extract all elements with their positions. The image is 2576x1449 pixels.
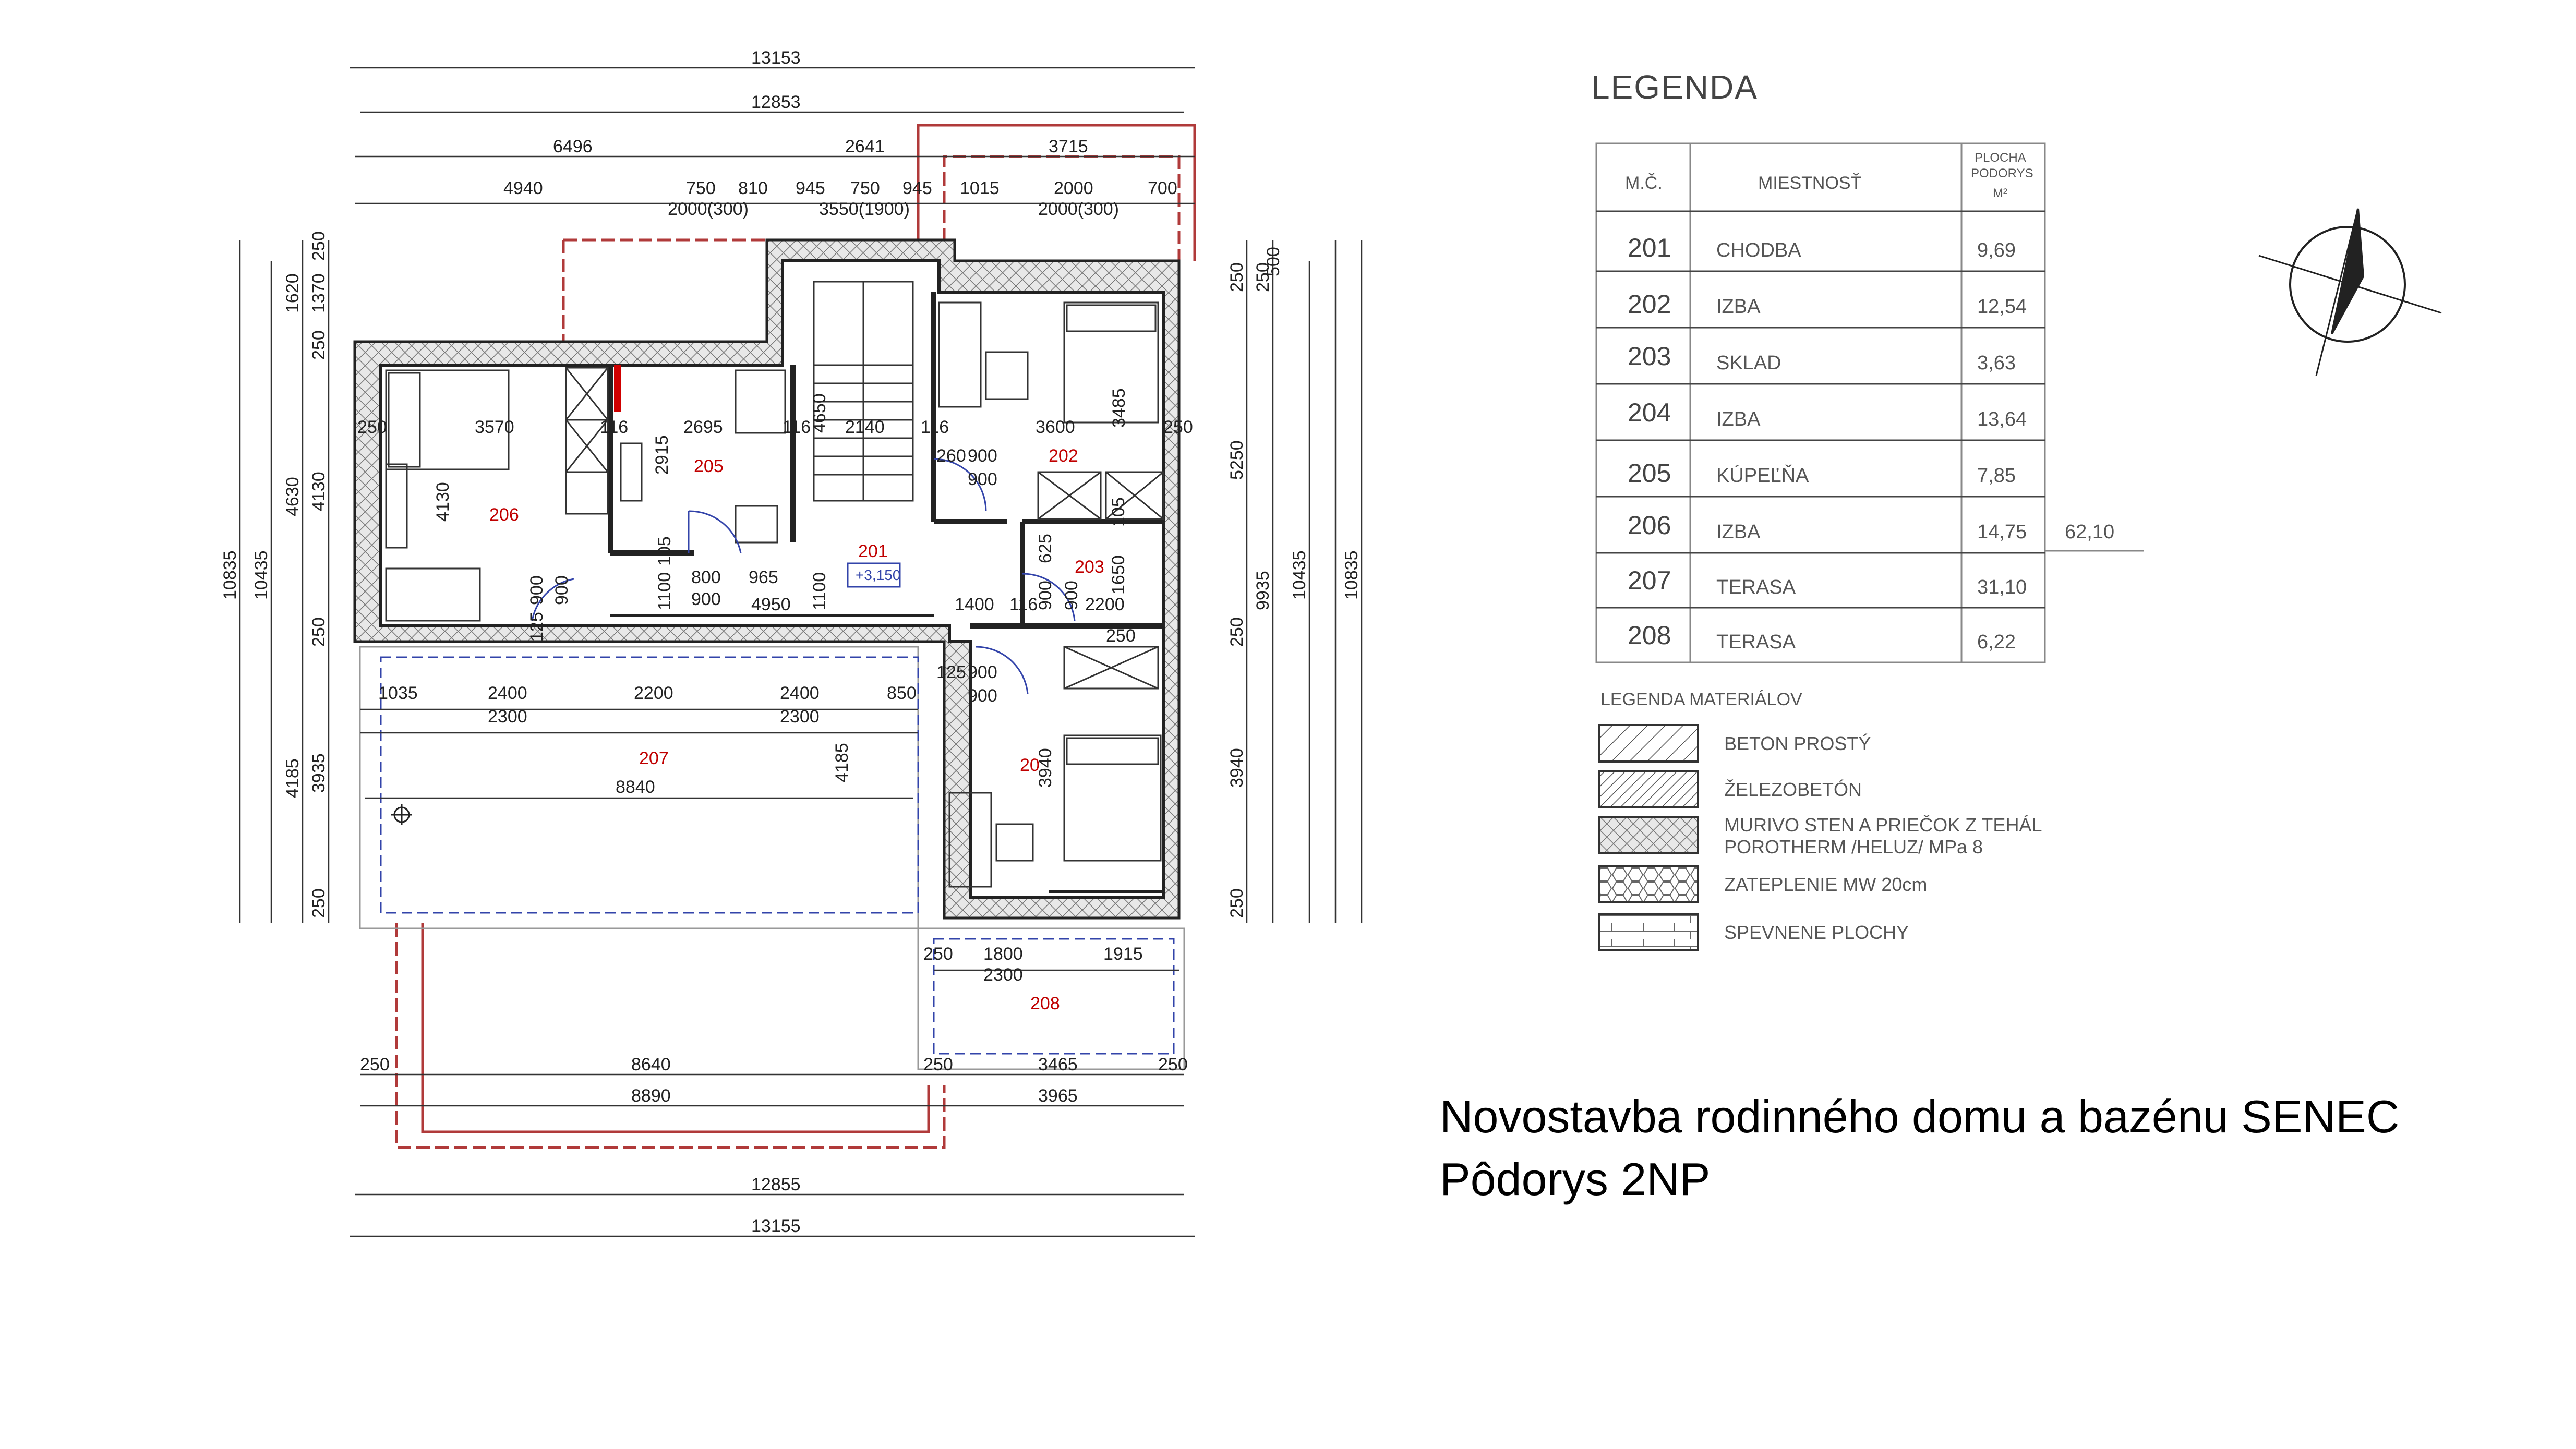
dim-left-d: 250 — [309, 231, 329, 261]
dim-t-2400a: 2400 — [488, 683, 527, 703]
legend-table — [1596, 143, 2144, 662]
dim-right-d: 5250 — [1227, 440, 1247, 480]
dim-965: 965 — [749, 567, 778, 587]
dim-right-e: 250 — [1227, 617, 1247, 647]
row-room-1: IZBA — [1716, 296, 1761, 318]
dim-bot3d: 3465 — [1038, 1055, 1078, 1074]
material-legend — [1599, 690, 2042, 950]
dim-125b: 125 — [936, 662, 966, 682]
mat-label-4: SPEVNENE PLOCHY — [1724, 922, 1909, 943]
dim-4130: 4130 — [433, 482, 453, 522]
dim-right-g: 250 — [1227, 888, 1247, 918]
room-204-label: 20 — [1020, 755, 1040, 775]
dim-2200a: 2200 — [1085, 595, 1125, 614]
row-area-7: 6,22 — [1977, 631, 2016, 653]
dim-top3c: 3715 — [1049, 137, 1088, 156]
room-206-label: 206 — [489, 505, 519, 525]
dim-250a: 250 — [357, 417, 387, 437]
dim-left-h: 250 — [309, 617, 329, 647]
row-area-2: 3,63 — [1977, 352, 2016, 374]
dim-top3b: 2641 — [845, 137, 885, 156]
dim-top2: 12853 — [751, 92, 801, 112]
dim-900a: 900 — [968, 446, 997, 466]
dim-4950: 4950 — [751, 595, 791, 614]
dim-116d: 116 — [1009, 595, 1038, 614]
row-area-6: 31,10 — [1977, 576, 2027, 598]
dim-top1: 13153 — [751, 48, 801, 68]
dim-top4s3: 2000(300) — [1038, 199, 1120, 219]
dim-left-b: 4630 — [283, 477, 303, 516]
dim-3485: 3485 — [1109, 388, 1129, 428]
dim-800: 800 — [691, 567, 721, 587]
dim-250b: 250 — [1163, 417, 1193, 437]
dim-bot2: 13155 — [751, 1216, 801, 1236]
dim-bot3b: 8640 — [631, 1055, 671, 1074]
dim-s-250: 250 — [923, 944, 953, 964]
dim-t-2300b: 2300 — [780, 707, 820, 727]
dim-116a: 116 — [600, 417, 629, 437]
dim-left-j: 250 — [309, 888, 329, 918]
dim-1650: 1650 — [1109, 555, 1128, 595]
row-no-2: 203 — [1628, 342, 1671, 371]
room-208-label: 208 — [1030, 994, 1060, 1013]
dim-116c: 116 — [921, 417, 949, 437]
dim-105b: 105 — [1109, 497, 1128, 527]
swatch-beton — [1599, 725, 1698, 762]
dim-s-1800: 1800 — [983, 944, 1023, 964]
col-area-2: PODORYS — [1971, 166, 2033, 180]
mat-label-2b: POROTHERM /HELUZ/ MPa 8 — [1724, 836, 1983, 858]
dim-bot4b: 3965 — [1038, 1086, 1078, 1106]
survey-point-icon — [391, 804, 412, 825]
row-area-1: 12,54 — [1977, 296, 2027, 318]
row-room-3: IZBA — [1716, 408, 1761, 430]
dim-625: 625 — [1036, 534, 1055, 563]
dim-top4c: 810 — [738, 178, 768, 198]
dim-left-f: 250 — [309, 330, 329, 360]
legend-heading: LEGENDA — [1591, 68, 1758, 106]
dim-top4e: 750 — [850, 178, 880, 198]
dim-right-f: 3940 — [1227, 748, 1247, 788]
dim-right-c: 500 — [1263, 247, 1283, 276]
row-room-4: KÚPEĽŇA — [1716, 465, 1809, 487]
dim-4650: 4650 — [810, 393, 829, 433]
room-207-label: 207 — [639, 748, 669, 768]
dim-right-total1: 10835 — [1342, 550, 1362, 600]
row-no-3: 204 — [1628, 398, 1671, 427]
row-no-5: 206 — [1628, 511, 1671, 540]
dim-900d: 900 — [552, 575, 572, 605]
dim-t-2200: 2200 — [634, 683, 673, 703]
dim-bot4a: 8890 — [631, 1086, 671, 1106]
row-room-2: SKLAD — [1716, 352, 1781, 374]
col-room: MIESTNOSŤ — [1758, 173, 1862, 193]
dim-t-2400b: 2400 — [780, 683, 820, 703]
project-title: Novostavba rodinného domu a bazénu SENEC — [1440, 1091, 2400, 1142]
dim-bot3c: 250 — [923, 1055, 953, 1074]
dim-3600: 3600 — [1036, 417, 1075, 437]
dim-900c: 900 — [527, 575, 547, 605]
drawing-title: Pôdorys 2NP — [1440, 1153, 1711, 1205]
dim-s-2300: 2300 — [983, 965, 1023, 985]
dim-left-g: 4130 — [309, 472, 329, 511]
col-no: M.Č. — [1625, 173, 1663, 193]
dim-t-2300a: 2300 — [488, 707, 527, 727]
row-area-0: 9,69 — [1977, 239, 2016, 261]
swatch-zateplenie — [1599, 866, 1698, 902]
dim-bot3a: 250 — [360, 1055, 390, 1074]
dim-right-a: 250 — [1227, 262, 1247, 292]
dim-t-8840: 8840 — [616, 777, 655, 797]
dim-top4i: 700 — [1148, 178, 1177, 198]
compass-icon — [2259, 209, 2441, 376]
dim-t-850: 850 — [887, 683, 917, 703]
dim-105: 105 — [655, 536, 675, 566]
dim-900f: 900 — [1036, 581, 1055, 610]
level-value: +3,150 — [856, 567, 901, 583]
dim-2140: 2140 — [845, 417, 885, 437]
mat-label-3: ZATEPLENIE MW 20cm — [1724, 874, 1928, 895]
bathroom-red-fixture — [614, 365, 621, 412]
col-area-1: PLOCHA — [1975, 151, 2026, 165]
dim-900b: 900 — [968, 469, 997, 489]
dim-250c: 250 — [1106, 626, 1136, 646]
dim-s-1915: 1915 — [1103, 944, 1143, 964]
room-205-label: 205 — [694, 456, 724, 476]
dim-t-1035: 1035 — [378, 683, 418, 703]
room-201-label: 201 — [858, 541, 888, 561]
dim-2695: 2695 — [683, 417, 723, 437]
dim-125a: 125 — [527, 612, 547, 642]
mat-label-2: MURIVO STEN A PRIEČOK Z TEHÁL — [1724, 814, 2042, 836]
room-203-label: 203 — [1075, 557, 1104, 577]
swatch-spevnene — [1599, 914, 1698, 950]
dim-top4d: 945 — [796, 178, 825, 198]
row-area-5: 14,75 — [1977, 521, 2027, 543]
dim-900e: 900 — [691, 589, 721, 609]
dim-260: 260 — [936, 446, 966, 466]
dim-top4b: 750 — [686, 178, 716, 198]
row-area-4: 7,85 — [1977, 465, 2016, 487]
dim-right-total2: 10435 — [1290, 550, 1309, 600]
row-area-3: 13,64 — [1977, 408, 2027, 430]
dim-t-3940: 3940 — [1036, 748, 1055, 788]
dim-top4f: 945 — [902, 178, 932, 198]
row-no-6: 207 — [1628, 566, 1671, 595]
dim-2915: 2915 — [652, 435, 672, 475]
dim-900i: 900 — [968, 686, 997, 706]
row-room-7: TERASA — [1716, 631, 1796, 653]
mat-label-1: ŽELEZOBETÓN — [1724, 779, 1862, 800]
row-no-7: 208 — [1628, 621, 1671, 650]
row-room-6: TERASA — [1716, 576, 1796, 598]
mat-label-0: BETON PROSTÝ — [1724, 733, 1871, 754]
dim-900h: 900 — [968, 662, 997, 682]
dim-900g: 900 — [1062, 581, 1081, 610]
dim-1400: 1400 — [955, 595, 994, 614]
row-no-0: 201 — [1628, 233, 1671, 262]
dim-left-i: 3935 — [309, 753, 329, 793]
area-total: 62,10 — [2065, 521, 2115, 543]
dim-bot3e: 250 — [1158, 1055, 1188, 1074]
dim-room-202: 202 — [1049, 446, 1078, 466]
materials-heading: LEGENDA MATERIÁLOV — [1600, 690, 1802, 709]
dim-left-total1: 10835 — [220, 550, 240, 600]
dim-right-b: 250 — [1253, 262, 1273, 292]
dim-116b: 116 — [783, 417, 811, 437]
dim-t-4185: 4185 — [832, 743, 852, 782]
row-no-4: 205 — [1628, 458, 1671, 488]
row-room-5: IZBA — [1716, 521, 1761, 543]
col-area-unit: M² — [1993, 186, 2007, 200]
dim-left-a: 1620 — [283, 273, 303, 313]
dim-top4s1: 2000(300) — [668, 199, 749, 219]
dim-top4a: 4940 — [503, 178, 543, 198]
swatch-zelezobeton — [1599, 771, 1698, 807]
dim-right-total3: 9935 — [1253, 571, 1273, 610]
row-room-0: CHODBA — [1716, 239, 1801, 261]
dim-top4g: 1015 — [960, 178, 1000, 198]
dim-left-e: 1370 — [309, 273, 329, 313]
dim-1100b: 1100 — [810, 572, 829, 610]
dim-top4s2: 3550(1900) — [819, 199, 910, 219]
dim-bot1: 12855 — [751, 1175, 801, 1194]
dim-left-total2: 10435 — [251, 550, 271, 600]
row-no-1: 202 — [1628, 289, 1671, 319]
dim-top3a: 6496 — [553, 137, 593, 156]
dim-1100a: 1100 — [655, 572, 675, 610]
dim-3570: 3570 — [475, 417, 514, 437]
swatch-murivo — [1599, 817, 1698, 853]
dim-left-c: 4185 — [283, 758, 303, 798]
dim-top4h: 2000 — [1054, 178, 1093, 198]
